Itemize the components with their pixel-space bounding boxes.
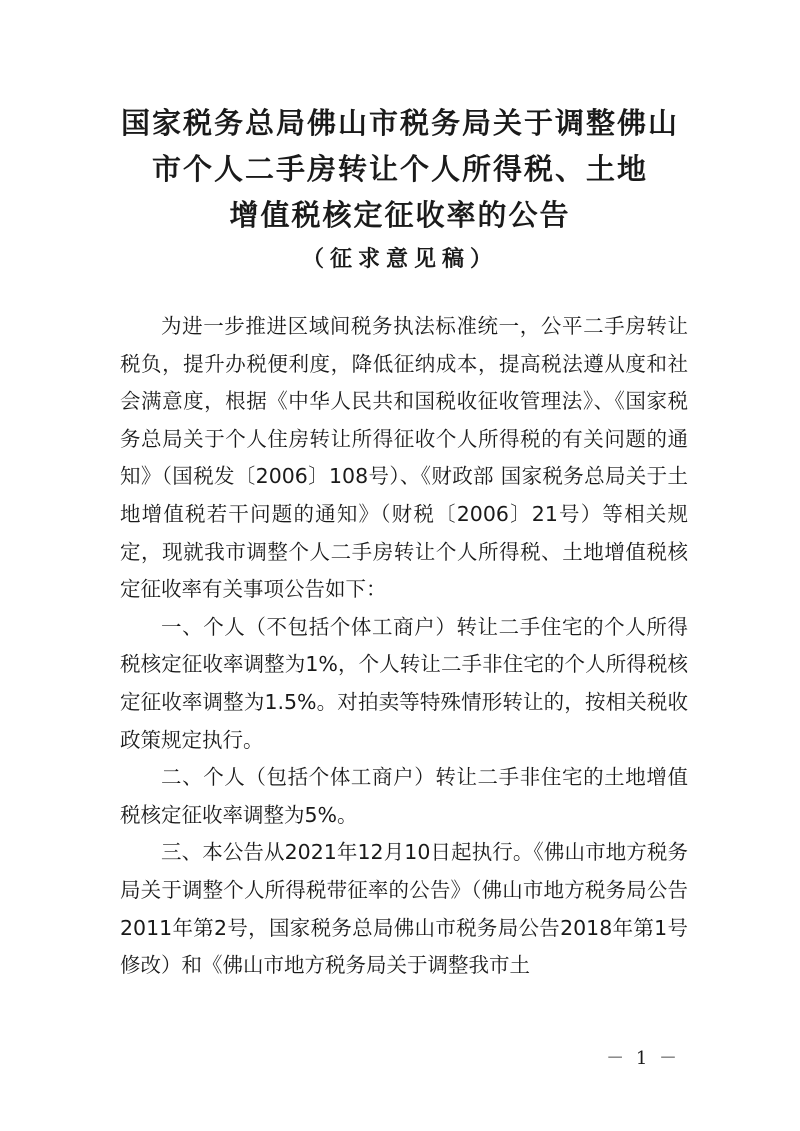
title-line-2: 市个人二手房转让个人所得税、土地 (151, 152, 648, 186)
title-line-1: 国家税务总局佛山市税务局关于调整佛山 (120, 106, 679, 140)
title-line-3: 增值税核定征收率的公告 (229, 198, 571, 232)
intro-paragraph: 为进一步推进区域间税务执法标准统一，公平二手房转让税负，提升办税便利度，降低征纳成本，提高税法遵从度和社会满意度，根据《中华人民共和国税收征收管理法》、《国家税务总局关于个人住房转让所得征收个人所得税的有关问题的通知》（国税发〔2006〕108号）、《财政部 国家税务总局关于土地增值税若干问题的通知》（财税〔2006〕21号）等相关规定，现就我市调整个人二手房转让个人所得税、土地增值税核定征收率有关事项公告如下： (120, 314, 688, 602)
article-one-paragraph: 一、个人（不包括个体工商户）转让二手住宅的个人所得税核定征收率调整为1%，个人转让二手非住宅的个人所得税核定征收率调整为1.5%。对拍卖等特殊情形转让的，按相关税收政策规定执行。 (120, 614, 688, 752)
page-number: － 1 － (606, 1048, 680, 1069)
document-subtitle: （征求意见稿） (301, 246, 498, 272)
document-body (120, 308, 688, 985)
document-title (0, 100, 800, 276)
article-three-paragraph: 三、本公告从2021年12月10日起执行。《佛山市地方税务局关于调整个人所得税带征率的公告》（佛山市地方税务局公告2011年第2号，国家税务总局佛山市税务局公告2018年第1号修改）和《佛山市地方税务局关于调整我市土 (120, 840, 688, 978)
article-two-paragraph: 二、个人（包括个体工商户）转让二手非住宅的土地增值税核定征收率调整为5%。 (120, 765, 688, 827)
